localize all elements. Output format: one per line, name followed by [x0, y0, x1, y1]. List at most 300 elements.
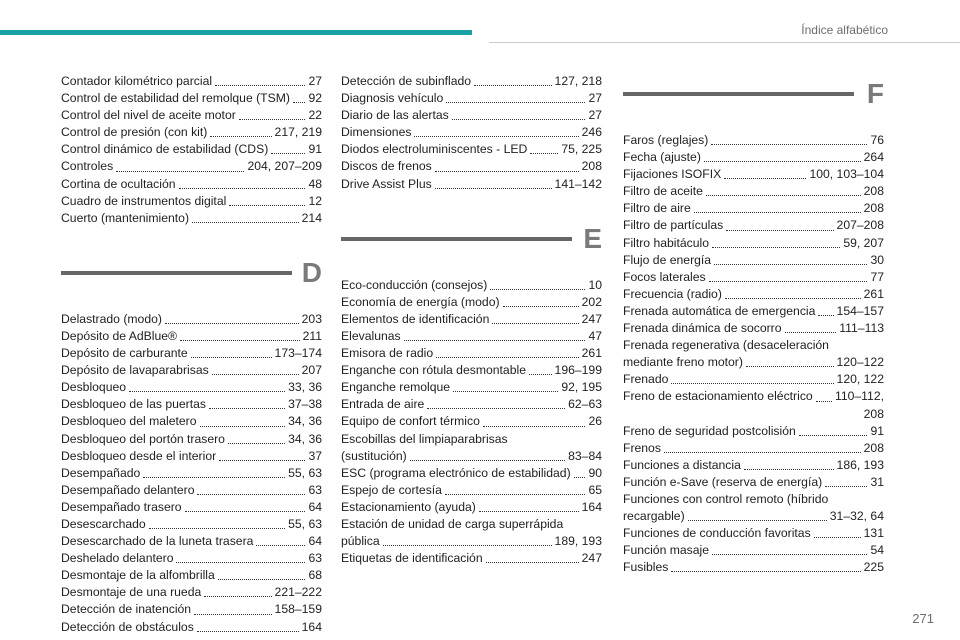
index-entry [623, 371, 884, 388]
index-entry [341, 362, 602, 379]
index-entry [623, 337, 884, 371]
index-entry [341, 482, 602, 499]
index-entry-label: Dimensiones [341, 125, 412, 140]
index-entry [61, 431, 322, 448]
index-entry [341, 176, 602, 193]
leader-dots [818, 315, 833, 316]
index-entry [61, 345, 322, 362]
index-entry-page: 208 [863, 440, 884, 455]
leader-dots [688, 520, 827, 521]
leader-dots [209, 408, 285, 409]
header-divider [489, 42, 960, 43]
index-entry-label: Depósito de carburante [61, 346, 188, 361]
leader-dots [219, 460, 305, 461]
index-entry-label: Funciones a distancia [623, 457, 741, 472]
index-entry [61, 482, 322, 499]
index-entry-label-continued: pública [341, 534, 380, 549]
index-entry-page: 27 [588, 108, 602, 123]
index-entry [623, 217, 884, 234]
index-entry-label: Enganche con rótula desmontable [341, 363, 526, 378]
index-entry [341, 311, 602, 328]
index-entry-page: 207–208 [836, 218, 884, 233]
index-entry-label: Detección de subinflado [341, 74, 472, 88]
index-entry-label: Frenada automática de emergencia [623, 303, 816, 318]
index-entry-page: 91 [870, 423, 884, 438]
index-entry-page: 203 [301, 311, 322, 326]
index-entry [61, 379, 322, 396]
index-entry-page: 65 [588, 482, 602, 497]
leader-dots [479, 511, 579, 512]
index-entry [341, 328, 602, 345]
section-letter: E [583, 222, 602, 254]
leader-dots [383, 545, 552, 546]
leader-dots [704, 161, 861, 162]
index-entry-label: Escobillas del limpiaparabrisas [341, 431, 508, 446]
leader-dots [694, 212, 861, 213]
index-entry [623, 166, 884, 183]
index-entry [61, 311, 322, 328]
index-column-3 [623, 74, 884, 576]
leader-dots [256, 545, 305, 546]
leader-dots [229, 205, 305, 206]
index-entry-page: 47 [588, 328, 602, 343]
index-entry-page: 196–199 [554, 363, 602, 378]
index-entry [341, 413, 602, 430]
index-entry-label: Detección de inatención [61, 602, 192, 617]
leader-dots [210, 136, 271, 137]
leader-dots [228, 443, 285, 444]
leader-dots [165, 323, 299, 324]
index-entry-label: Fecha (ajuste) [623, 150, 701, 165]
index-entry-label: Desbloqueo [61, 380, 127, 395]
leader-dots [529, 374, 552, 375]
index-entry-page: 37 [308, 448, 322, 463]
leader-dots [452, 119, 586, 120]
leader-dots [706, 195, 861, 196]
index-entry [341, 499, 602, 516]
index-entry-continuation [623, 354, 884, 371]
index-entry-page: 12 [308, 193, 322, 208]
index-entry [341, 550, 602, 567]
index-entry-label: Etiquetas de identificación [341, 551, 483, 566]
index-entry-page: 27 [588, 91, 602, 106]
index-entry-page: 204, 207–209 [247, 159, 322, 174]
leader-dots [191, 357, 272, 358]
leader-dots [483, 426, 586, 427]
index-entry [341, 516, 602, 550]
leader-dots [453, 391, 558, 392]
index-entry-page: 141–142 [554, 176, 602, 191]
index-entry [623, 491, 884, 525]
leader-dots [427, 408, 565, 409]
index-entry-label: Faros (reglajes) [623, 133, 709, 147]
index-entry-label: Frenos [623, 440, 661, 455]
leader-dots [530, 153, 558, 154]
index-entry-page: 34, 36 [288, 414, 322, 429]
index-entry-label: Elevalunas [341, 328, 401, 343]
leader-dots [712, 247, 840, 248]
index-entry-continuation [623, 508, 884, 525]
index-entry-page-continued: 208 [863, 406, 884, 421]
index-entry-page: 22 [308, 108, 322, 123]
index-entry-page: 208 [863, 184, 884, 199]
index-entry [623, 525, 884, 542]
leader-dots [239, 119, 306, 120]
index-entry-page: 247 [581, 311, 602, 326]
index-entry-page: 164 [301, 619, 322, 634]
leader-dots [129, 391, 285, 392]
leader-dots [711, 144, 867, 145]
index-entry-page: 31–32, 64 [829, 509, 884, 524]
section-letter: D [301, 256, 322, 288]
index-entry-page: 63 [308, 551, 322, 566]
index-entry [623, 320, 884, 337]
leader-dots [404, 340, 586, 341]
index-entry-label: Desmontaje de una rueda [61, 585, 202, 600]
index-entry-label: Deshelado delantero [61, 551, 174, 566]
index-entry [61, 362, 322, 379]
index-entry [341, 107, 602, 124]
leader-dots [179, 188, 306, 189]
leader-dots [712, 554, 867, 555]
index-entry-label: Cuadro de instrumentos digital [61, 193, 227, 208]
index-entry-page: 55, 63 [288, 465, 322, 480]
index-entry-page: 189, 193 [554, 534, 602, 549]
leader-dots [814, 537, 861, 538]
section-rule [61, 271, 292, 275]
leader-dots [486, 562, 579, 563]
index-entry-label: Cortina de ocultación [61, 176, 176, 191]
index-entry-page: 64 [308, 499, 322, 514]
index-entry [623, 149, 884, 166]
index-entry-label: Cuerto (mantenimiento) [61, 210, 190, 225]
index-entry [61, 210, 322, 227]
index-entry-page: 217, 219 [274, 125, 322, 140]
index-entry [623, 132, 884, 149]
index-entry [61, 193, 322, 210]
index-entry-continuation [341, 533, 602, 550]
leader-dots [192, 222, 299, 223]
index-entry [61, 533, 322, 550]
index-entry-page: 208 [581, 159, 602, 174]
header-title: Índice alfabético [801, 23, 888, 37]
leader-dots [445, 494, 585, 495]
index-entry-page: 91 [308, 142, 322, 157]
index-entry [61, 567, 322, 584]
index-entry [623, 423, 884, 440]
index-entry-page: 173–174 [274, 346, 322, 361]
index-entry-label: Desescarchado [61, 516, 146, 531]
index-entry [341, 90, 602, 107]
index-entry [623, 559, 884, 576]
index-entry-page: 33, 36 [288, 380, 322, 395]
index-entry [61, 516, 322, 533]
index-entry-page: 154–157 [836, 303, 884, 318]
leader-dots [714, 264, 867, 265]
index-entry-page: 110–112, [834, 389, 884, 404]
index-entry-label: Diodos electroluminiscentes - LED [341, 142, 528, 157]
page-number: 271 [912, 611, 934, 626]
index-entry-label: Equipo de confort térmico [341, 414, 480, 429]
leader-dots [825, 486, 867, 487]
index-entry [623, 457, 884, 474]
section-letter: F [866, 78, 884, 109]
leader-dots [492, 323, 578, 324]
section-header [623, 74, 884, 124]
leader-dots [671, 383, 833, 384]
index-entry-page: 214 [301, 210, 322, 225]
leader-dots [746, 366, 834, 367]
index-entry-page: 63 [308, 482, 322, 497]
index-entry [61, 619, 322, 636]
index-entry [341, 379, 602, 396]
leader-dots [197, 631, 299, 632]
index-entry-label: Filtro de aire [623, 201, 691, 216]
index-entry [341, 431, 602, 465]
index-entry [341, 277, 602, 294]
index-entry [341, 396, 602, 413]
section-header [61, 253, 322, 303]
index-entry [341, 158, 602, 175]
index-entry-label: Frenada regenerativa (desaceleración [623, 338, 829, 353]
index-entry-label: Emisora de radio [341, 346, 434, 361]
index-entry-page: 48 [308, 176, 322, 191]
index-entry-label: Frenado [623, 372, 669, 387]
leader-dots [724, 178, 806, 179]
index-entry [623, 542, 884, 559]
index-entry [61, 448, 322, 465]
index-entry-page: 75, 225 [561, 142, 602, 157]
leader-dots [490, 289, 585, 290]
leader-dots [200, 426, 286, 427]
index-entry-page: 164 [581, 499, 602, 514]
index-entry-label: Función masaje [623, 543, 710, 558]
leader-dots [709, 281, 868, 282]
index-entry-label: Filtro habitáculo [623, 235, 710, 250]
leader-dots [194, 614, 271, 615]
index-entry-page: 100, 103–104 [809, 167, 884, 182]
leader-dots [176, 562, 305, 563]
index-entry-label: Flujo de energía [623, 252, 712, 267]
index-entry-label: Funciones con control remoto (híbrido [623, 491, 829, 506]
leader-dots [436, 357, 579, 358]
index-entry-page: 158–159 [274, 602, 322, 617]
index-entry-label: Estación de unidad de carga superrápida [341, 516, 564, 531]
section-header [341, 219, 602, 269]
index-entry-page: 68 [308, 568, 322, 583]
index-entry-page: 62–63 [568, 397, 602, 412]
index-entry [341, 465, 602, 482]
index-entry-label-continued: recargable) [623, 509, 685, 524]
index-entry [61, 73, 322, 90]
index-entry-first-line [623, 388, 884, 405]
index-entry-page: 111–113 [839, 321, 884, 336]
leader-dots [435, 171, 579, 172]
index-entry [61, 90, 322, 107]
index-entry-label: Desescarchado de la luneta trasera [61, 534, 254, 549]
index-entry [623, 200, 884, 217]
index-column-2 [341, 73, 602, 567]
index-entry-page: 76 [870, 133, 884, 147]
index-entry-label: Enganche remolque [341, 380, 451, 395]
index-entry-label: Discos de frenos [341, 159, 432, 174]
index-entry-label: Diario de las alertas [341, 108, 449, 123]
index-entry-label: Espejo de cortesía [341, 482, 442, 497]
index-entry-page: 92 [308, 91, 322, 106]
index-entry-continuation [341, 448, 602, 465]
index-entry [61, 328, 322, 345]
index-entry-page: 30 [870, 252, 884, 267]
index-entry [341, 345, 602, 362]
leader-dots [474, 85, 551, 86]
index-entry-label: Control del nivel de aceite motor [61, 108, 236, 123]
leader-dots [197, 494, 305, 495]
index-entry [61, 465, 322, 482]
leader-dots [218, 579, 306, 580]
index-entry [341, 124, 602, 141]
index-entry-page: 54 [870, 543, 884, 558]
index-entry [61, 176, 322, 193]
index-entry-page: 90 [588, 465, 602, 480]
index-entry-label-continued: (sustitución) [341, 448, 407, 463]
leader-dots [725, 298, 861, 299]
leader-dots [744, 469, 834, 470]
leader-dots [816, 401, 832, 402]
index-entry-label: Delastrado (modo) [61, 311, 162, 326]
index-entry-page: 10 [588, 277, 602, 292]
index-entry-page: 120, 122 [836, 372, 884, 387]
leader-dots [414, 136, 578, 137]
index-entry-page: 27 [308, 74, 322, 88]
index-entry [623, 252, 884, 269]
index-entry-label: Filtro de aceite [623, 184, 703, 199]
index-entry-label: Depósito de AdBlue® [61, 328, 178, 343]
index-entry [623, 474, 884, 491]
leader-dots [293, 102, 305, 103]
index-entry [623, 286, 884, 303]
leader-dots [180, 340, 300, 341]
index-entry [61, 601, 322, 618]
index-entry-page: 207 [301, 363, 322, 378]
index-entry [623, 303, 884, 320]
index-entry-page: 83–84 [568, 448, 602, 463]
leader-dots [271, 153, 305, 154]
index-entry-label: Desbloqueo del portón trasero [61, 431, 225, 446]
leader-dots [410, 460, 565, 461]
index-entry-label: Elementos de identificación [341, 311, 490, 326]
leader-dots [149, 528, 285, 529]
index-entry [61, 584, 322, 601]
index-entry-page: 211 [302, 328, 322, 343]
header-accent-bar [0, 30, 472, 35]
index-entry [61, 124, 322, 141]
index-entry-page: 31 [870, 474, 884, 489]
index-entry [61, 550, 322, 567]
index-entry-label: Funciones de conducción favoritas [623, 526, 811, 541]
leader-dots [204, 596, 271, 597]
index-entry-label: Desempañado delantero [61, 482, 195, 497]
index-entry-page: 247 [581, 551, 602, 566]
index-entry [341, 141, 602, 158]
index-entry-page: 120–122 [836, 355, 884, 370]
index-entry-page: 261 [863, 286, 884, 301]
leader-dots [574, 477, 586, 478]
index-entry [623, 235, 884, 252]
leader-dots [435, 188, 552, 189]
index-entry [623, 440, 884, 457]
index-entry-page: 64 [308, 534, 322, 549]
index-entry-label: Filtro de partículas [623, 218, 724, 233]
index-entry-page: 37–38 [288, 397, 322, 412]
index-entry-page: 131 [863, 526, 884, 541]
index-entry-label: Depósito de lavaparabrisas [61, 363, 209, 378]
index-entry-label: Freno de seguridad postcolisión [623, 423, 796, 438]
index-entry-label: Eco-conducción (consejos) [341, 277, 488, 292]
index-entry-page: 208 [863, 201, 884, 216]
index-entry-label: Detección de obstáculos [61, 619, 194, 634]
index-entry-label: Entrada de aire [341, 397, 425, 412]
index-entry-label: Frenada dinámica de socorro [623, 321, 782, 336]
index-entry-label: Fusibles [623, 560, 669, 575]
section-rule [341, 237, 572, 241]
index-entry [623, 388, 884, 422]
index-entry-page: 221–222 [274, 585, 322, 600]
index-entry-label: Estacionamiento (ayuda) [341, 499, 476, 514]
index-entry-label-continued: mediante freno motor) [623, 355, 743, 370]
leader-dots [671, 571, 860, 572]
index-entry-label: Control de estabilidad del remolque (TSM) [61, 91, 290, 106]
leader-dots [143, 477, 285, 478]
index-entry [61, 413, 322, 430]
index-entry-label: Control de presión (con kit) [61, 125, 208, 140]
index-entry-page: 77 [870, 269, 884, 284]
section-rule [623, 92, 854, 96]
index-entry-page: 225 [863, 560, 884, 575]
index-entry-page: 246 [581, 125, 602, 140]
index-entry-label: Desbloqueo desde el interior [61, 448, 217, 463]
leader-dots [215, 85, 305, 86]
leader-dots [726, 230, 833, 231]
index-entry-label: Desempañado [61, 465, 141, 480]
leader-dots [446, 102, 585, 103]
index-entry [61, 141, 322, 158]
index-entry-page: 59, 207 [843, 235, 884, 250]
index-entry-page: 34, 36 [288, 431, 322, 446]
index-entry-label: Desbloqueo del maletero [61, 414, 197, 429]
index-entry-label: Frecuencia (radio) [623, 286, 722, 301]
index-entry-label: Diagnosis vehículo [341, 91, 444, 106]
index-entry-label: Desempañado trasero [61, 499, 182, 514]
index-entry-page: 186, 193 [836, 457, 884, 472]
index-entry-label: Control dinámico de estabilidad (CDS) [61, 142, 269, 157]
index-entry [341, 73, 602, 90]
index-entry-label: Economía de energía (modo) [341, 294, 500, 309]
index-entry [61, 499, 322, 516]
index-entry-label: Desmontaje de la alfombrilla [61, 568, 215, 583]
leader-dots [799, 435, 868, 436]
index-entry [341, 294, 602, 311]
index-entry-label: Controles [61, 159, 114, 174]
index-entry-label: Función e-Save (reserva de energía) [623, 474, 823, 489]
index-entry-page: 92, 195 [561, 380, 602, 395]
leader-dots [785, 332, 837, 333]
index-entry-page: 127, 218 [554, 74, 602, 88]
index-entry-page: 264 [863, 150, 884, 165]
index-entry [61, 107, 322, 124]
index-entry-label: Contador kilométrico parcial [61, 74, 213, 88]
leader-dots [503, 306, 579, 307]
index-entry-label: Drive Assist Plus [341, 176, 432, 191]
